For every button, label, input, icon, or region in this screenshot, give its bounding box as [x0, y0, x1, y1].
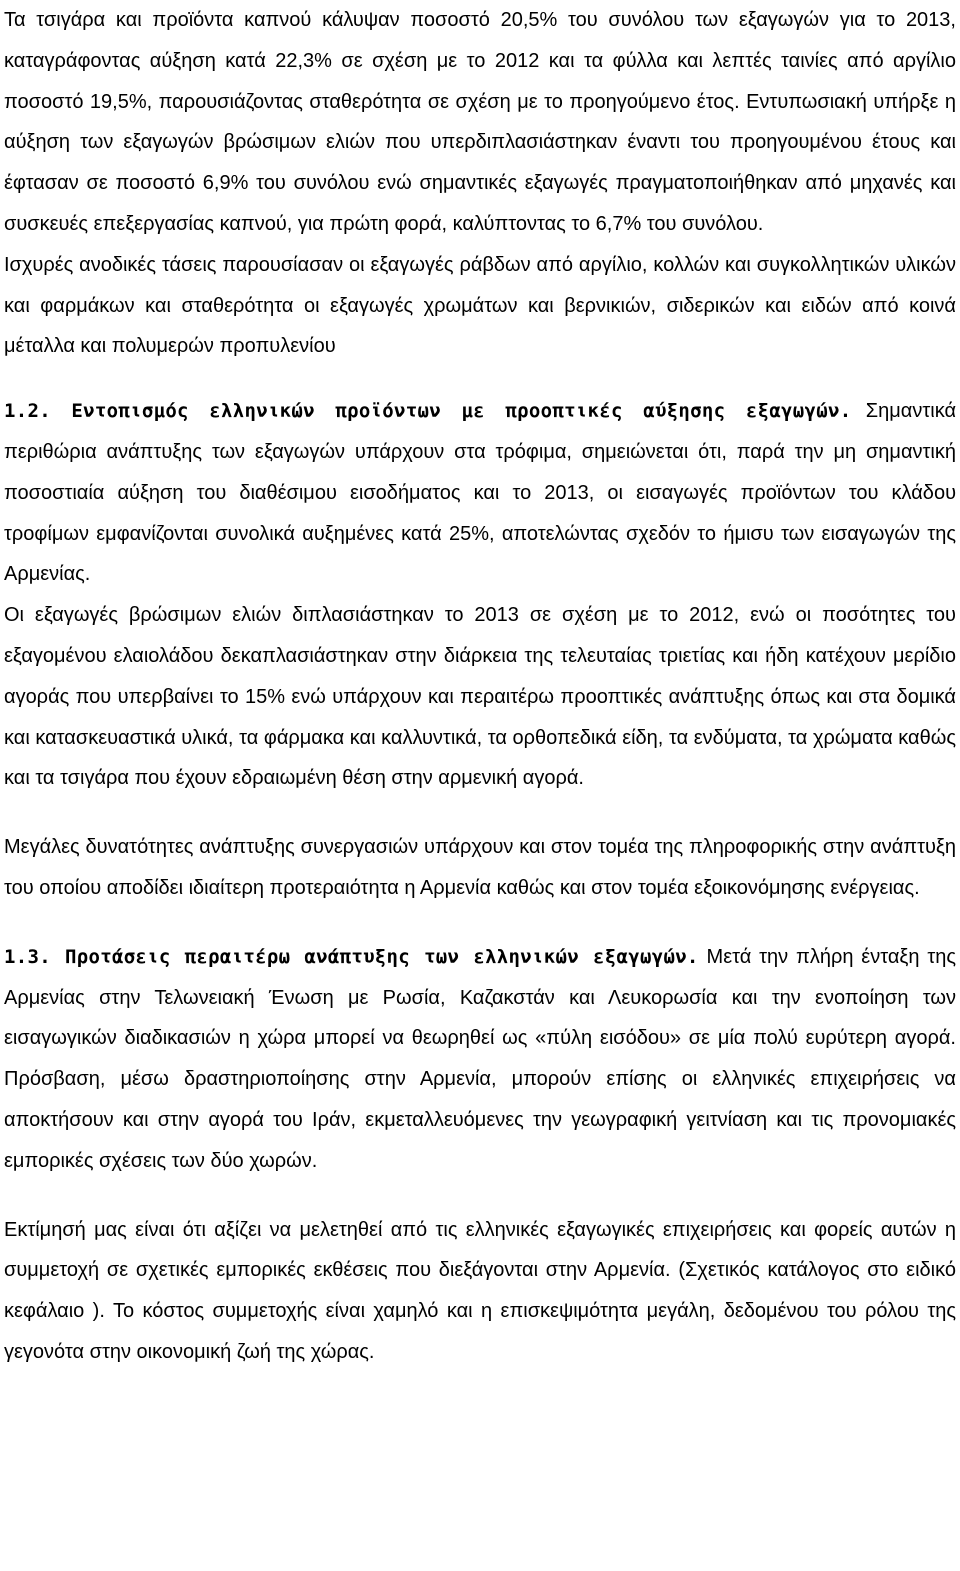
section-1-2-body: Σημαντικά περιθώρια ανάπτυξης των εξαγωγών υπάρχουν στα τρόφιμα, σημειώνεται ότι, παρά την μη σημαντική ποσοστιαία αύξηση του διαθέσιμου εισοδήματος και το 2013, οι εισαγωγές προϊόντων του κλάδου τροφίμων εμφανίζονται συνολικά αυξημένες κατά 25%, αποτελώντας σχεδόν το ήμισυ των εισαγωγών της Αρμενίας. [4, 400, 957, 586]
section-1-3 [4, 937, 956, 1182]
document-page [4, 0, 956, 1373]
paragraph-exports-tobacco: Τα τσιγάρα και προϊόντα καπνού κάλυψαν ποσοστό 20,5% του συνόλου των εξαγωγών για το 2013, καταγράφοντας αύξηση κατά 22,3% σε σχέση με το 2012 και τα φύλλα και λεπτές ταινίες από αργίλιο ποσοστό 19,5%, παρουσιάζοντας σταθερότητα σε σχέση με το προηγούμενο έτος. Εντυπωσιακή υπήρξε η αύξηση των εξαγωγών βρώσιμων ελιών που υπερδιπλασιάστηκαν έναντι του προηγουμένου έτους και έφτασαν σε ποσοστό 6,9% του συνόλου ενώ σημαντικές εξαγωγές πραγματοποιήθηκαν από μηχανές και συσκευές επεξεργασίας καπνού, για πρώτη φορά, καλύπτοντας το 6,7% του συνόλου. [4, 9, 956, 235]
section-1-2 [4, 391, 956, 595]
spacer [4, 1182, 956, 1210]
spacer [4, 799, 956, 827]
spacer [4, 367, 956, 391]
paragraph-it-opportunities: Μεγάλες δυνατότητες ανάπτυξης συνεργασιών υπάρχουν και στον τομέα της πληροφορικής στην ανάπτυξη του οποίου αποδίδει ιδιαίτερη προτεραιότητα η Αρμενία καθώς και στον τομέα εξοικονόμησης ενέργειας. [4, 836, 956, 899]
paragraph-trade-fairs: Εκτίμησή μας είναι ότι αξίζει να μελετηθεί από τις ελληνικές εξαγωγικές επιχειρήσεις και φορείς αυτών η συμμετοχή σε σχετικές εμπορικές εκθέσεις που διεξάγονται στην Αρμενία. (Σχετικός κατάλογος στο ειδικό κεφάλαιο ). Το κόστος συμμετοχής είναι χαμηλό και η επισκεψιμότητα μεγάλη, δεδομένου του ρόλου της γεγονότα στην οικονομική ζωή της χώρας. [4, 1218, 956, 1363]
section-1-3-body: Μετά την πλήρη ένταξη της Αρμενίας στην Τελωνειακή Ένωση με Ρωσία, Καζακστάν και Λευκορωσία και την ενοποίηση των εισαγωγικών διαδικασιών η χώρα μπορεί να θεωρηθεί ως «πύλη εισόδου» σε μία πολύ ευρύτερη αγορά. Πρόσβαση, μέσω δραστηριοποίησης στην Αρμενία, μπορούν επίσης οι ελληνικές επιχειρήσεις να αποκτήσουν και στην αγορά του Ιράν, εκμεταλλευόμενες την γεωγραφική γειτνίαση και τις προνομιακές εμπορικές σχέσεις των δύο χωρών. [4, 945, 956, 1172]
paragraph-olive-exports: Οι εξαγωγές βρώσιμων ελιών διπλασιάστηκαν το 2013 σε σχέση με το 2012, ενώ οι ποσότητες του εξαγομένου ελαιολάδου δεκαπλασιάστηκαν στην διάρκεια της τελευταίας τριετίας και ήδη κατέχουν μερίδιο αγοράς που υπερβαίνει το 15% ενώ υπάρχουν και περαιτέρω προοπτικές ανάπτυξης όπως και στα δομικά και κατασκευαστικά υλικά, τα φάρμακα και καλλυντικά, τα ορθοπεδικά είδη, τα ενδύματα, τα χρώματα καθώς και τα τσιγάρα που έχουν εδραιωμένη θέση στην αρμενική αγορά. [4, 604, 956, 790]
spacer [4, 909, 956, 937]
section-1-3-heading: 1.3. Προτάσεις περαιτέρω ανάπτυξης των ελληνικών εξαγωγών. [4, 945, 699, 968]
paragraph-upward-trends: Ισχυρές ανοδικές τάσεις παρουσίασαν οι εξαγωγές ράβδων από αργίλιο, κολλών και συγκολλητικών υλικών και φαρμάκων και σταθερότητα οι εξαγωγές χρωμάτων και βερνικιών, σιδερικών και ειδών από κοινά μέταλλα και πολυμερών προπυλενίου [4, 253, 956, 358]
section-1-2-heading: 1.2. Εντοπισμός ελληνικών προϊόντων με προοπτικές αύξησης εξαγωγών. [4, 400, 852, 423]
